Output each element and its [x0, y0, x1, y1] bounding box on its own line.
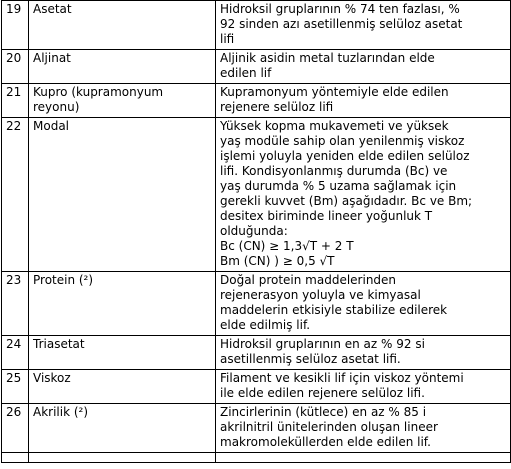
- fiber-name: [29, 84, 216, 118]
- empty-cell: [216, 453, 511, 463]
- definition-line: olduğunda:: [220, 224, 288, 238]
- fiber-definition: [216, 404, 511, 453]
- empty-cell: [2, 453, 29, 463]
- definition-line: Kupramonyum yöntemiyle elde edilen: [220, 85, 449, 99]
- definition-line: Hidroksil gruplarının % 74 ten fazlası, %: [220, 2, 460, 16]
- table-row: [2, 118, 511, 272]
- table-row: [2, 370, 511, 404]
- fiber-definition: [216, 336, 511, 370]
- fiber-name-line: Viskoz: [33, 371, 71, 385]
- fiber-definition: [216, 84, 511, 118]
- table-row: [2, 272, 511, 336]
- fiber-name-line: Akrilik (²): [33, 405, 89, 419]
- definition-line: rejenere selüloz lifi: [220, 100, 334, 114]
- row-number: 19: [2, 1, 29, 50]
- row-number: 24: [2, 336, 29, 370]
- row-number: 22: [2, 118, 29, 272]
- table-body: [2, 1, 511, 463]
- row-number: 20: [2, 50, 29, 84]
- table-row: [2, 50, 511, 84]
- fiber-name: [29, 272, 216, 336]
- definition-line: Yüksek kopma mukavemeti ve yüksek: [220, 119, 449, 133]
- definition-line: rejenerasyon yoluyla ve kimyasal: [220, 288, 421, 302]
- fiber-name-line: Aljinat: [33, 51, 71, 65]
- empty-cell: [29, 453, 216, 463]
- fiber-name: [29, 1, 216, 50]
- definition-line: Aljinik asidin metal tuzlarından elde: [220, 51, 435, 65]
- fiber-name-line: reyonu): [33, 100, 80, 114]
- formula-line: Bm (CN) ) ≥ 0,5 √T: [220, 254, 335, 268]
- definition-line: makromoleküllerden elde edilen lif.: [220, 435, 431, 449]
- table-row: [2, 1, 511, 50]
- definition-line: ile elde edilen rejenere selüloz lifi.: [220, 386, 425, 400]
- definition-line: işlemi yoluyla yeniden elde edilen selüloz: [220, 149, 470, 163]
- fiber-name-line: Kupro (kupramonyum: [33, 85, 164, 99]
- definition-line: yaş durumda % 5 uzama sağlamak için: [220, 179, 457, 193]
- fiber-name: [29, 50, 216, 84]
- fiber-name-line: Asetat: [33, 2, 72, 16]
- fiber-definition: [216, 272, 511, 336]
- fiber-name: [29, 370, 216, 404]
- fiber-definitions-table: [1, 0, 511, 463]
- fiber-name-line: Protein (²): [33, 273, 94, 287]
- definition-line: elde edilmiş lif.: [220, 318, 311, 332]
- fiber-name: [29, 336, 216, 370]
- fiber-definition: [216, 1, 511, 50]
- row-number: 26: [2, 404, 29, 453]
- definition-line: Hidroksil gruplarının en az % 92 si: [220, 337, 425, 351]
- fiber-name: [29, 118, 216, 272]
- table-row-empty: [2, 453, 511, 463]
- fiber-definition: [216, 50, 511, 84]
- definition-line: yaş modüle sahip olan yenilenmiş viskoz: [220, 134, 465, 148]
- definition-line: Filament ve kesikli lif için viskoz yöntemi: [220, 371, 464, 385]
- definition-line: asetillenmiş selüloz asetat lifi.: [220, 352, 401, 366]
- definition-line: gerekli kuvvet (Bm) aşağıdadır. Bc ve Bm;: [220, 194, 473, 208]
- table-row: [2, 84, 511, 118]
- definition-line: edilen lif: [220, 66, 272, 80]
- table-row: [2, 336, 511, 370]
- definition-line: lifi. Kondisyonlanmış durumda (Bc) ve: [220, 164, 448, 178]
- definition-line: Doğal protein maddelerinden: [220, 273, 397, 287]
- definition-line: 92 sinden azı asetillenmiş selüloz asetat: [220, 17, 463, 31]
- definition-line: desitex biriminde lineer yoğunluk T: [220, 209, 433, 223]
- fiber-definition: [216, 118, 511, 272]
- definition-line: lifi: [220, 32, 235, 46]
- fiber-name: [29, 404, 216, 453]
- fiber-name-line: Triasetat: [33, 337, 85, 351]
- formula-line: Bc (CN) ≥ 1,3√T + 2 T: [220, 239, 354, 253]
- table-row: [2, 404, 511, 453]
- row-number: 21: [2, 84, 29, 118]
- definition-line: maddelerin etkisiyle stabilize edilerek: [220, 303, 448, 317]
- row-number: 23: [2, 272, 29, 336]
- row-number: 25: [2, 370, 29, 404]
- definition-line: Zincirlerinin (kütlece) en az % 85 i: [220, 405, 427, 419]
- definition-line: akrilnitril ünitelerinden oluşan lineer: [220, 420, 438, 434]
- fiber-name-line: Modal: [33, 119, 69, 133]
- fiber-definition: [216, 370, 511, 404]
